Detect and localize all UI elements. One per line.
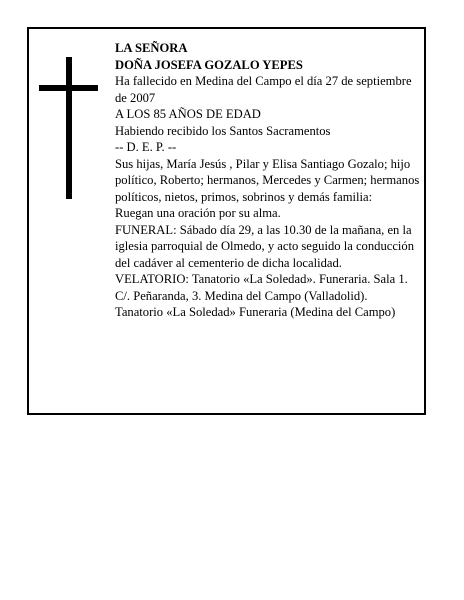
prayer-line: Ruegan una oración por su alma. bbox=[115, 206, 281, 220]
sacraments-line: Habiendo recibido los Santos Sacramentos bbox=[115, 123, 331, 138]
obituary-notice bbox=[27, 27, 426, 415]
obituary-text bbox=[115, 40, 421, 321]
age-line: A LOS 85 AÑOS DE EDAD bbox=[115, 107, 261, 121]
family-paragraph: Sus hijas, María Jesús , Pilar y Elisa Santiago Gozalo; hijo político, Roberto; hermanos, Mercedes y Carmen; hermanos políticos, nietos, primos, sobrinos y demás familia: bbox=[115, 156, 420, 204]
notice-title: LA SEÑORA bbox=[115, 41, 188, 55]
rip-line: -- D. E. P. -- bbox=[115, 140, 177, 154]
cross-vertical-bar bbox=[66, 57, 72, 199]
wake-paragraph: VELATORIO: Tanatorio «La Soledad». Funeraria. Sala 1. C/. Peñaranda, 3. Medina del Campo (Valladolid). bbox=[115, 272, 408, 303]
funeral-paragraph: FUNERAL: Sábado día 29, a las 10.30 de la mañana, en la iglesia parroquial de Olmedo, y acto seguido la conducción del cadáver al cementerio de dicha localidad. bbox=[115, 222, 415, 270]
cross-horizontal-bar bbox=[39, 85, 98, 91]
deceased-name: DOÑA JOSEFA GOZALO YEPES bbox=[115, 57, 303, 72]
death-notice: Ha fallecido en Medina del Campo el día 27 de septiembre de 2007 bbox=[115, 74, 412, 105]
funeral-home-line: Tanatorio «La Soledad» Funeraria (Medina del Campo) bbox=[115, 305, 396, 319]
